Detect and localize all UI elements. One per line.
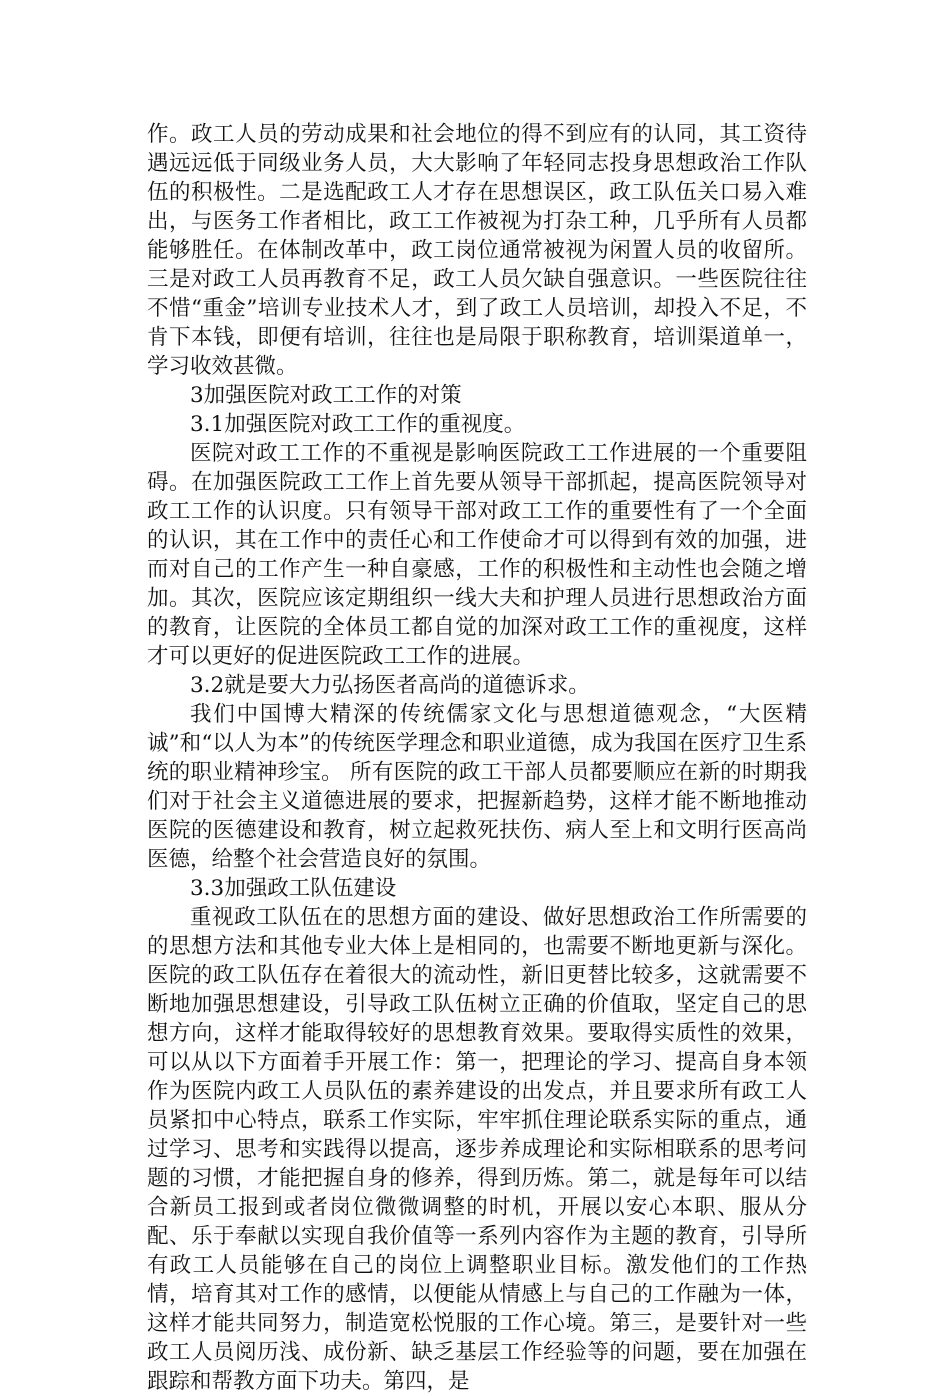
paragraph-continued: 作。政工人员的劳动成果和社会地位的得不到应有的认同，其工资待遇远远低于同级业务人员，大大影响了年轻同志投身思想政治工作队伍的积极性。二是选配政工人才存在思想误区，政工队伍关口易入难出，与医务工作者相比，政工工作被视为打杂工种，几乎所有人员都能够胜任。在体制改革中，政工岗位通常被视为闲置人员的收留所。三是对政工人员再教育不足，政工人员欠缺自强意识。一些医院往往不惜“重金”培训专业技术人才，到了政工人员培训，却投入不足，不肯下本钱，即便有培训，往往也是局限于职称教育，培训渠道单一，学习收效甚微。 [147,122,807,379]
subsection-heading: 3.2就是要大力弘扬医者高尚的道德诉求。 [190,673,590,698]
section-heading: 3加强医院对政工工作的对策 [190,383,462,408]
subsection-heading: 3.1加强医院对政工工作的重视度。 [190,412,526,437]
paragraph: 我们中国博大精深的传统儒家文化与思想道德观念，“大医精诚”和“以人为本”的传统医学理念和职业道德，成为我国在医疗卫生系统的职业精神珍宝。 所有医院的政工干部人员都要顺应在新的时期我们对于社会主义道德进展的要求，把握新趋势，这样才能不断地推动医院的医德建设和教育，树立起救死扶伤、病人至上和文明行医高尚医德，给整个社会营造良好的氛围。 [147,702,807,872]
paragraph: 医院对政工工作的不重视是影响医院政工工作进展的一个重要阻碍。在加强医院政工工作上首先要从领导干部抓起，提高医院领导对政工工作的认识度。只有领导干部对政工工作的重要性有了一个全面的认识，其在工作中的责任心和工作使命才可以得到有效的加强，进而对自己的工作产生一种自豪感，工作的积极性和主动性也会随之增加。其次，医院应该定期组织一线大夫和护理人员进行思想政治方面的教育，让医院的全体员工都自觉的加深对政工工作的重视度，这样才可以更好的促进医院政工工作的进展。 [147,441,807,669]
document-page [147,120,807,1396]
subsection-heading: 3.3加强政工队伍建设 [190,876,397,901]
paragraph: 重视政工队伍在的思想方面的建设、做好思想政治工作所需要的的思想方法和其他专业大体上是相同的，也需要不断地更新与深化。医院的政工队伍存在着很大的流动性，新旧更替比较多，这就需要不断地加强思想建设，引导政工队伍树立正确的价值取，坚定自己的思想方向，这样才能取得较好的思想教育效果。要取得实质性的效果，可以从以下方面着手开展工作：第一，把理论的学习、提高自身本领作为医院内政工人员队伍的素养建设的出发点，并且要求所有政工人员紧扣中心特点，联系工作实际，牢牢抓住理论联系实际的重点，通过学习、思考和实践得以提高，逐步养成理论和实际相联系的思考问题的习惯，才能把握自身的修养，得到历炼。第二，就是每年可以结合新员工报到或者岗位微微调整的时机，开展以安心本职、服从分配、乐于奉献以实现自我价值等一系列内容作为主题的教育，引导所有政工人员能够在自己的岗位上调整职业目标。激发他们的工作热情，培育其对工作的感情，以便能从情感上与自己的工作融为一体，这样才能共同努力，制造宽松悦服的工作心境。第三，是要针对一些政工人员阅历浅、成份新、缺乏基层工作经验等的问题，要在加强在跟踪和帮教方面下功夫。第四，是 [147,905,807,1394]
